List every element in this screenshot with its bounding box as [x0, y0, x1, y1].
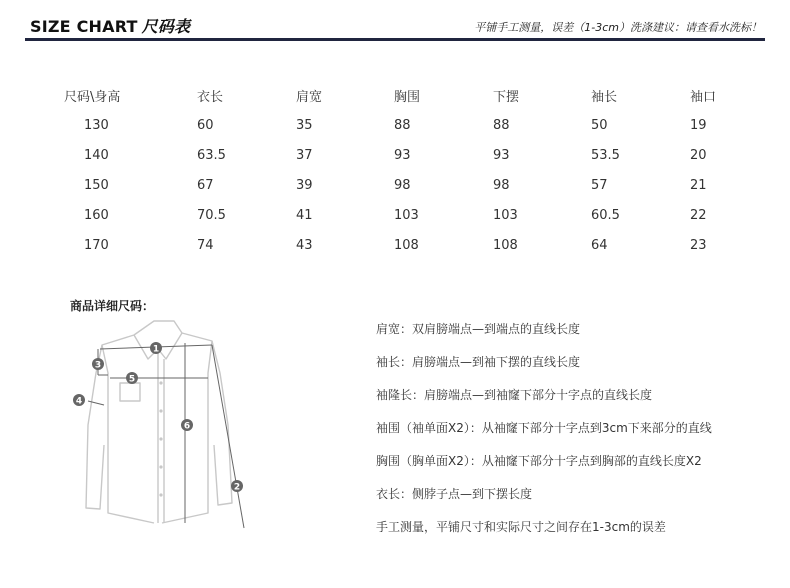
marker-4: [73, 394, 85, 407]
table-cell: 41: [296, 207, 313, 223]
table-cell: 150: [84, 177, 109, 193]
svg-text:2: 2: [233, 482, 241, 493]
column-header: 袖长: [591, 89, 618, 105]
table-cell: 57: [591, 177, 608, 193]
column-header: 衣长: [197, 89, 224, 105]
table-cell: 98: [493, 177, 510, 193]
table-header-row: [64, 80, 750, 110]
table-cell: 93: [394, 147, 411, 163]
svg-text:5: 5: [128, 374, 136, 385]
table-cell: 53.5: [591, 147, 620, 163]
marker-6: [181, 419, 193, 432]
svg-text:4: 4: [75, 396, 83, 407]
table-cell: 60.5: [591, 207, 620, 223]
table-cell: 22: [690, 207, 707, 223]
table-cell: 43: [296, 237, 313, 253]
marker-2: [231, 480, 243, 493]
shirt-measurement-diagram: [62, 313, 262, 538]
table-row: [64, 200, 750, 230]
table-cell: 21: [690, 177, 707, 193]
table-row: [64, 140, 750, 170]
table-cell: 74: [197, 237, 214, 253]
table-cell: 19: [690, 117, 707, 133]
table-cell: 39: [296, 177, 313, 193]
header-divider: [25, 38, 765, 41]
table-cell: 170: [84, 237, 109, 253]
svg-text:3: 3: [94, 360, 102, 371]
table-row: [64, 230, 750, 260]
table-cell: 93: [493, 147, 510, 163]
column-header: 下摆: [493, 89, 520, 105]
table-cell: 63.5: [197, 147, 226, 163]
marker-3: [92, 358, 104, 371]
table-cell: 130: [84, 117, 109, 133]
table-cell: 20: [690, 147, 707, 163]
table-cell: 50: [591, 117, 608, 133]
table-cell: 60: [197, 117, 214, 133]
table-cell: 23: [690, 237, 707, 253]
table-cell: 98: [394, 177, 411, 193]
table-cell: 67: [197, 177, 214, 193]
measurement-descriptions: [376, 320, 712, 551]
buttons: [159, 381, 162, 496]
table-cell: 140: [84, 147, 109, 163]
svg-text:6: 6: [183, 421, 191, 432]
svg-text:1: 1: [152, 344, 160, 355]
column-header: 肩宽: [296, 89, 323, 105]
list-item: 袖长：肩膀端点—到袖下摆的直线长度: [376, 355, 581, 369]
list-item: 袖隆长：肩膀端点—到袖窿下部分十字点的直线长度: [376, 388, 653, 402]
title-cn: 尺码表: [141, 17, 191, 36]
title-en: SIZE CHART: [30, 17, 138, 36]
list-item: 手工测量，平铺尺寸和实际尺寸之间存在1-3cm的误差: [376, 520, 666, 534]
page-title: [30, 14, 190, 37]
measurement-lines: [88, 343, 244, 528]
table-cell: 88: [394, 117, 411, 133]
table-cell: 88: [493, 117, 510, 133]
measurement-note: 平铺手工测量，误差（1-3cm）洗涤建议：请查看水洗标！: [474, 21, 762, 34]
table-cell: 37: [296, 147, 313, 163]
list-item: 袖围（袖单面X2）：从袖窿下部分十字点到3cm下来部分的直线: [376, 421, 712, 435]
table-cell: 70.5: [197, 207, 226, 223]
detail-section-title: 商品详细尺码：: [70, 299, 155, 313]
table-row: [64, 110, 750, 140]
list-item: 衣长：侧脖子点—到下摆长度: [376, 487, 533, 501]
table-cell: 108: [394, 237, 419, 253]
table-cell: 160: [84, 207, 109, 223]
size-table: [64, 80, 750, 260]
table-cell: 103: [493, 207, 518, 223]
column-header: 袖口: [690, 89, 717, 105]
column-header: 胸围: [394, 89, 421, 105]
column-header: 尺码\身高: [64, 89, 121, 105]
table-cell: 108: [493, 237, 518, 253]
table-cell: 64: [591, 237, 608, 253]
table-cell: 35: [296, 117, 313, 133]
list-item: 肩宽：双肩膀端点—到端点的直线长度: [376, 322, 581, 336]
table-row: [64, 170, 750, 200]
table-cell: 103: [394, 207, 419, 223]
list-item: 胸围（胸单面X2）：从袖窿下部分十字点到胸部的直线长度X2: [376, 454, 702, 468]
